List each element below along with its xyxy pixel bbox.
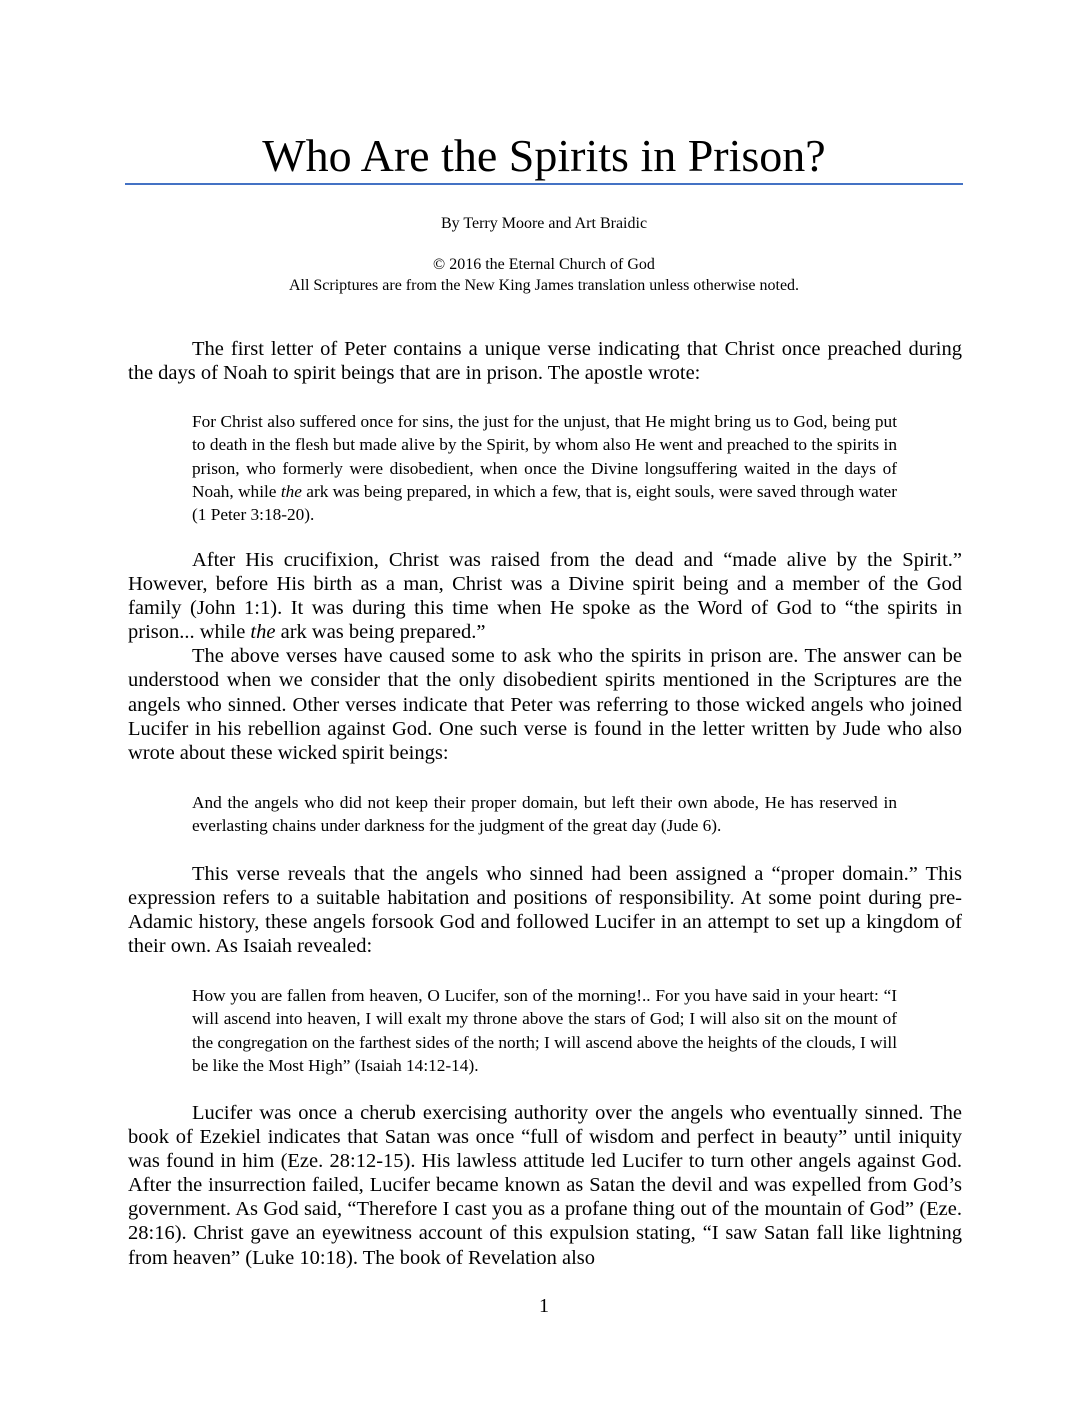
block-quote-peter (192, 410, 897, 526)
body-block-1 (128, 337, 962, 385)
scripture-note: All Scriptures are from the New King James translation unless otherwise noted. (288, 277, 800, 294)
paragraph-intro: The first letter of Peter contains a unique verse indicating that Christ once preached during the days of Noah to spirit beings that are in prison. The apostle wrote: (128, 338, 962, 385)
page-number: 1 (539, 1295, 549, 1317)
block-quote-jude (192, 791, 897, 838)
quote-text: How you are fallen from heaven, O Lucifer, son of the morning!.. For you have said in your heart: “I will ascend into heaven, I will exalt my throne above the stars of God; I will also sit on the mount of the congregation on the farthest sides of the north; I will ascend above the heights of the clouds, I will be like the Most High” (Isaiah 14:12-14). (192, 986, 897, 1075)
paragraph-lucifer: Lucifer was once a cherub exercising authority over the angels who eventually sinned. The book of Ezekiel indicates that Satan was once “full of wisdom and perfect in beauty” until iniquity was found in him (Eze. 28:12-15). His lawless attitude led Lucifer to turn other angels against God. After the insurrection failed, Lucifer became known as Satan the devil and was expelled from God’s government. As God said, “Therefore I cast you as a profane thing out of the mountain of God” (Eze. 28:16). Christ gave an eyewitness account of this expulsion stating, “I saw Satan fall like lightning from heaven” (Luke 10:18). The book of Revelation also (128, 1102, 962, 1269)
copyright-line: © 2016 the Eternal Church of God (433, 256, 655, 273)
body-block-3 (128, 862, 962, 958)
body-block-2 (128, 548, 962, 765)
block-quote-isaiah (192, 984, 897, 1077)
paragraph-crucifixion: After His crucifixion, Christ was raised from the dead and “made alive by the Spirit.” However, before His birth as a man, Christ was a Divine spirit being and a member of the God family (John 1:1). It was during this time when He spoke as the Word of God to “the spirits in prison... while the ark was being prepared.” (128, 549, 962, 644)
paragraph-proper-domain: This verse reveals that the angels who sinned had been assigned a “proper domain.” This expression refers to a suitable habitation and positions of responsibility. At some point during pre-Adamic history, these angels forsook God and followed Lucifer in an attempt to set up a kingdom of their own. As Isaiah revealed: (128, 863, 962, 958)
quote-text: For Christ also suffered once for sins, the just for the unjust, that He might bring us to God, being put to death in the flesh but made alive by the Spirit, by whom also He went and preached to the spirits in prison, who formerly were disobedient, when once the Divine longsuffering waited in the days of Noah, while the ark was being prepared, in which a few, that is, eight souls, were saved through water (1 Peter 3:18-20). (192, 412, 897, 525)
byline: By Terry Moore and Art Braidic (440, 215, 648, 232)
paragraph-spirits-identity: The above verses have caused some to ask who the spirits in prison are. The answer can be understood when we consider that the only disobedient spirits mentioned in the Scriptures are the angels who sinned. Other verses indicate that Peter was referring to those wicked angels who joined Lucifer in his rebellion against God. One such verse is found in the letter written by Jude who also wrote about these wicked spirit beings: (128, 645, 962, 764)
title-underline-rule (125, 183, 963, 185)
page-title: Who Are the Spirits in Prison? (262, 130, 826, 181)
body-block-4 (128, 1101, 962, 1270)
quote-text: And the angels who did not keep their proper domain, but left their own abode, He has reserved in everlasting chains under darkness for the judgment of the great day (Jude 6). (192, 793, 897, 836)
